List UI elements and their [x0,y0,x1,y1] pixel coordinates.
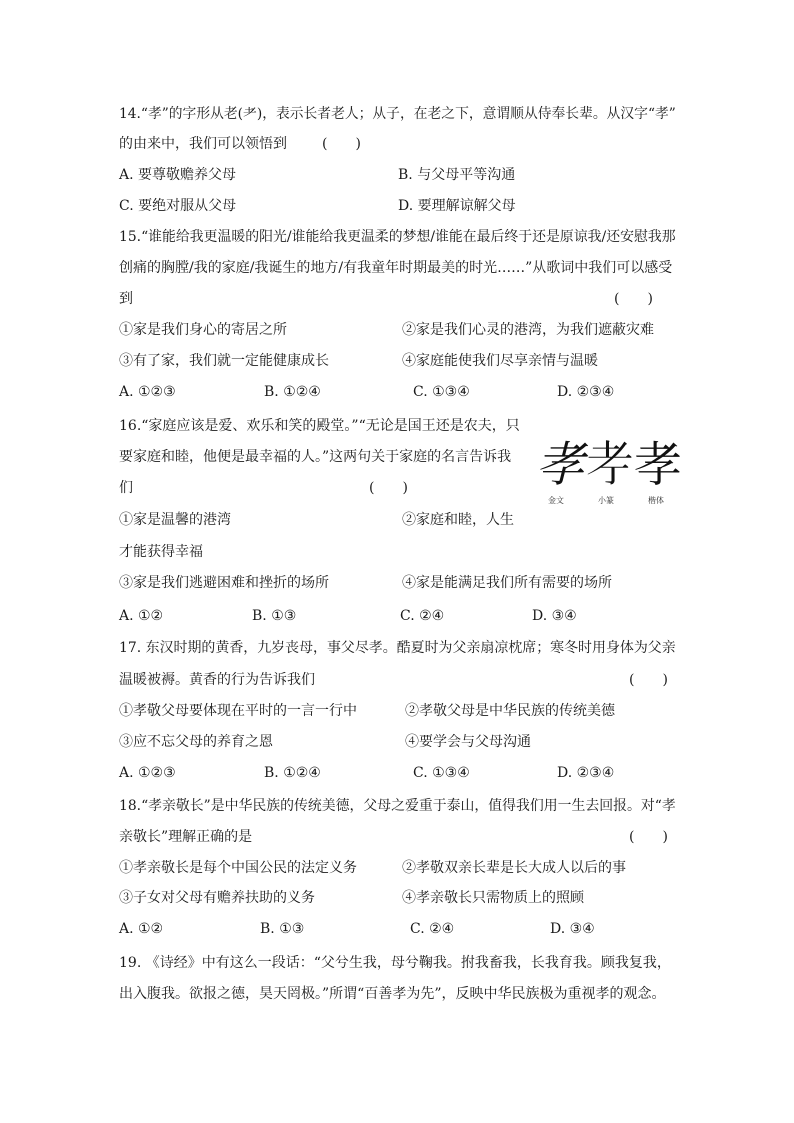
q16-statement-2-cont: 才能获得幸福 [119,544,203,560]
q16-statement-3: ③家是我们逃避困难和挫折的场所 [119,575,329,591]
q15-option-b[interactable]: B. ①②④ [264,384,321,400]
q16-stem-line-1: 16.“家庭应该是爱、欢乐和笑的殿堂。”“无论是国王还是农夫，只 [119,418,520,434]
q16-answer-paren[interactable]: ( ) [369,480,408,496]
q17-option-b[interactable]: B. ①②④ [264,765,321,781]
q15-option-d[interactable]: D. ②③④ [557,384,615,400]
q17-option-c[interactable]: C. ①③④ [413,765,470,781]
q16-stem-line-2: 要家庭和睦，他便是最幸福的人。”这两句关于家庭的名言告诉我 [119,449,512,465]
q17-statement-3: ③应不忘父母的养育之恩 [119,734,273,750]
q17-answer-paren[interactable]: ( ) [629,672,668,688]
q17-statement-1: ①孝敬父母要体现在平时的一言一行中 [119,703,357,719]
q16-statement-4: ④家是能满足我们所有需要的场所 [402,575,612,591]
q15-statement-1: ①家是我们身心的寄居之所 [119,322,287,338]
q18-option-a[interactable]: A. ①② [119,921,164,937]
q14-option-d[interactable]: D. 要理解谅解父母 [398,198,516,214]
q15-stem-line-1: 15.“谁能给我更温暖的阳光/谁能给我更温柔的梦想/谁能在最后终于还是原谅我/还安慰我那 [119,229,676,245]
q18-option-c[interactable]: C. ②④ [410,921,455,937]
bronze-script-glyph: 孝 [536,437,585,493]
q18-answer-paren[interactable]: ( ) [629,829,668,845]
q18-stem-line-2: 亲敬长”理解正确的是 [119,829,253,845]
q15-statement-2: ②家是我们心灵的港湾，为我们遮蔽灾难 [402,322,654,338]
q16-statement-1: ①家是温馨的港湾 [119,512,231,528]
q17-statement-4: ④要学会与父母沟通 [405,734,531,750]
small-seal-glyph: 𦒱 [586,437,635,493]
q14-answer-paren[interactable]: ( ) [322,136,361,152]
q18-option-d[interactable]: D. ③④ [550,921,595,937]
q15-option-c[interactable]: C. ①③④ [413,384,470,400]
q18-statement-2: ②孝敬双亲长辈是长大成人以后的事 [402,860,626,876]
q15-option-a[interactable]: A. ①②③ [119,384,176,400]
q16-option-a[interactable]: A. ①② [119,608,164,624]
q16-option-d[interactable]: D. ③④ [532,608,577,624]
q14-stem-line-1: 14.“孝”的字形从老(耂)，表示长者老人；从子，在老之下，意谓顺从侍奉长辈。从汉字“孝” [119,106,676,122]
q15-stem-line-3: 到 [119,291,133,307]
q18-option-b[interactable]: B. ①③ [260,921,305,937]
q18-statement-1: ①孝亲敬长是每个中国公民的法定义务 [119,860,357,876]
xiao-character-evolution-figure [536,436,683,514]
q14-option-b[interactable]: B. 与父母平等沟通 [398,167,516,183]
q14-option-c[interactable]: C. 要绝对服从父母 [119,198,237,214]
q18-stem-line-1: 18.“孝亲敬长”是中华民族的传统美德，父母之爱重于泰山，值得我们用一生去回报。对“孝 [119,798,676,814]
q19-stem-line-2: 出入腹我。欲报之德，昊天罔极。”所谓“百善孝为先”，反映中华民族极为重视孝的观念。 [119,986,666,1002]
q14-option-a[interactable]: A. 要尊敬赡养父母 [119,167,237,183]
q17-stem-line-1: 17. 东汉时期的黄香，九岁丧母，事父尽孝。酷夏时为父亲扇凉枕席；寒冬时用身体为父亲 [119,640,676,656]
regular-script-glyph: 孝 [634,437,683,493]
bronze-script-caption: 金文 [548,496,564,505]
q19-stem-line-1: 19. 《诗经》中有这么一段话：“父兮生我，母兮鞠我。拊我畜我，长我育我。顾我复我， [119,955,671,971]
q17-statement-2: ②孝敬父母是中华民族的传统美德 [405,703,615,719]
q16-statement-2: ②家庭和睦，人生 [402,512,514,528]
q16-stem-line-3: 们 [119,480,133,496]
q16-option-b[interactable]: B. ①③ [252,608,297,624]
q17-option-a[interactable]: A. ①②③ [119,765,176,781]
q15-statement-3: ③有了家，我们就一定能健康成长 [119,353,329,369]
q16-option-c[interactable]: C. ②④ [400,608,445,624]
small-seal-caption: 小篆 [598,496,614,505]
q18-statement-4: ④孝亲敬长只需物质上的照顾 [402,890,584,906]
q15-stem-line-2: 创痛的胸膛/我的家庭/我诞生的地方/有我童年时期最美的时光……”从歌词中我们可以感受 [119,260,673,276]
q17-stem-line-2: 温暖被褥。黄香的行为告诉我们 [119,672,315,688]
q15-answer-paren[interactable]: ( ) [614,291,653,307]
q18-statement-3: ③子女对父母有赡养扶助的义务 [119,890,315,906]
q14-stem-line-2: 的由来中，我们可以领悟到 [119,136,287,152]
q15-statement-4: ④家庭能使我们尽享亲情与温暖 [402,353,598,369]
regular-script-caption: 楷体 [648,496,664,505]
q17-option-d[interactable]: D. ②③④ [557,765,615,781]
